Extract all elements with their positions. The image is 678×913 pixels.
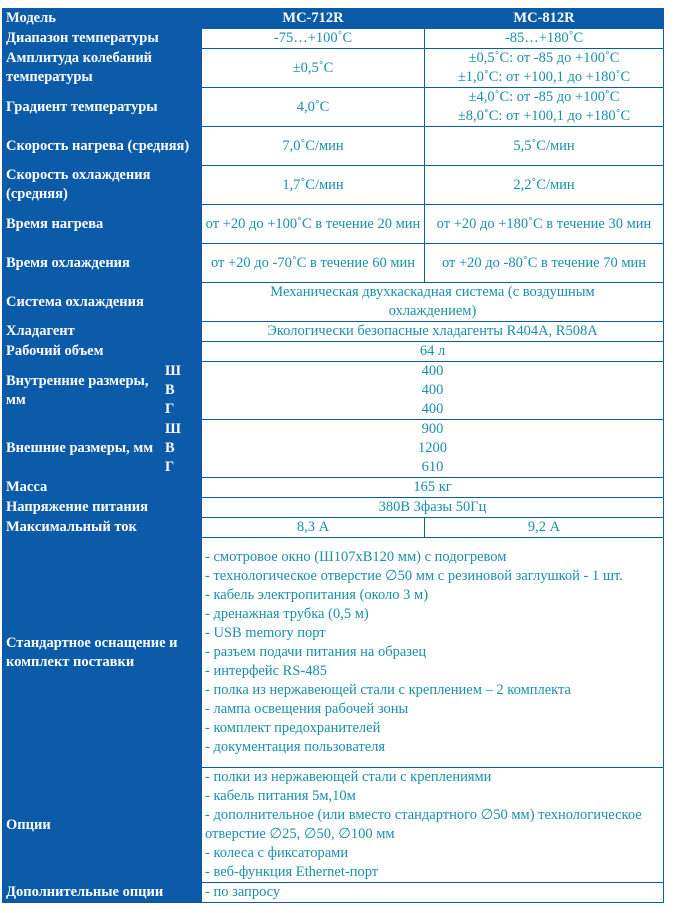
standard-list	[202, 538, 664, 768]
standard-item: - USB memory порт	[205, 625, 326, 641]
amplitude-label: Амплитуда колебаний температуры	[3, 49, 202, 88]
gradient-812-line: ±8,0˚С: от +100,1 до +180˚С	[457, 108, 631, 124]
temp-range-712: -75…+100˚С	[202, 29, 425, 49]
external-dims-axes	[163, 420, 202, 478]
amplitude-row	[3, 49, 664, 88]
cool-speed-label: Скорость охлаждения (средняя)	[3, 166, 202, 205]
internal-dims-value: 400	[421, 382, 444, 398]
heat-speed-row	[3, 127, 664, 166]
internal-dims-values	[202, 362, 664, 420]
temp-range-label: Диапазон температуры	[3, 29, 202, 49]
internal-dims-row	[3, 362, 664, 420]
volume-label: Рабочий объем	[3, 342, 202, 362]
temp-range-812: -85…+180˚С	[425, 29, 664, 49]
amplitude-812-line: ±0,5˚С: от -85 до +100˚С	[468, 50, 620, 66]
volume-value: 64 л	[202, 342, 664, 362]
heat-time-812: от +20 до +180˚С в течение 30 мин	[425, 205, 664, 244]
external-dims-axis: Г	[165, 459, 175, 475]
external-dims-label: Внешние размеры, мм	[3, 420, 163, 478]
cooling-system-row	[3, 283, 664, 322]
model-812r-header: МС-812R	[425, 9, 664, 29]
max-current-712: 8,3 А	[202, 518, 425, 538]
amplitude-812-line: ±1,0˚С: от +100,1 до +180˚С	[457, 69, 631, 85]
cool-speed-712: 1,7˚С/мин	[202, 166, 425, 205]
standard-item: - технологическое отверстие ∅50 мм с резиновой заглушкой - 1 шт.	[205, 568, 623, 584]
spec-table	[2, 8, 664, 903]
model-label: Модель	[3, 9, 202, 29]
cool-time-812: от +20 до -80˚С в течение 70 мин	[425, 244, 664, 283]
external-dims-axis: В	[165, 440, 175, 456]
extra-options-row	[3, 883, 664, 903]
internal-dims-axis: Ш	[165, 363, 181, 379]
heat-speed-812: 5,5˚С/мин	[425, 127, 664, 166]
cool-time-712: от +20 до -70˚С в течение 60 мин	[202, 244, 425, 283]
refrigerant-row	[3, 322, 664, 342]
standard-item: - смотровое окно (Ш107хВ120 мм) с подогревом	[205, 549, 507, 565]
refrigerant-value: Экологически безопасные хладагенты R404A, R508A	[202, 322, 664, 342]
voltage-row	[3, 498, 664, 518]
external-dims-value: 1200	[418, 440, 447, 456]
temp-range-row	[3, 29, 664, 49]
gradient-812	[425, 88, 664, 127]
cooling-system-label: Система охлаждения	[3, 283, 202, 322]
standard-row	[3, 538, 664, 768]
options-item: - веб-функция Ethernet-порт	[205, 864, 379, 880]
heat-time-row	[3, 205, 664, 244]
gradient-row	[3, 88, 664, 127]
cool-time-label: Время охлаждения	[3, 244, 202, 283]
cool-speed-812: 2,2˚С/мин	[425, 166, 664, 205]
standard-item: - полка из нержавеющей стали с креплением – 2 комплекта	[205, 682, 571, 698]
mass-row	[3, 478, 664, 498]
options-label: Опции	[3, 768, 202, 883]
amplitude-812	[425, 49, 664, 88]
header-row	[3, 9, 664, 29]
volume-row	[3, 342, 664, 362]
external-dims-value: 610	[421, 459, 444, 475]
standard-item: - интерфейс RS-485	[205, 663, 327, 679]
standard-item: - комплект предохранителей	[205, 720, 381, 736]
options-row	[3, 768, 664, 883]
standard-item: - дренажная трубка (0,5 м)	[205, 606, 369, 622]
model-712r-header: МС-712R	[202, 9, 425, 29]
internal-dims-label: Внутренние размеры, мм	[3, 362, 163, 420]
standard-item: - документация пользователя	[205, 739, 386, 755]
internal-dims-axes	[163, 362, 202, 420]
internal-dims-axis: В	[165, 382, 175, 398]
options-item: - дополнительное (или вместо стандартного ∅50 мм) технологическое отверстие ∅25, ∅50, ∅100 мм	[205, 807, 642, 842]
standard-label: Стандартное оснащение и комплект поставки	[3, 538, 202, 768]
internal-dims-axis: Г	[165, 401, 175, 417]
gradient-712: 4,0˚С	[202, 88, 425, 127]
external-dims-row	[3, 420, 664, 478]
heat-time-label: Время нагрева	[3, 205, 202, 244]
external-dims-values	[202, 420, 664, 478]
standard-item: - кабель электропитания (около 3 м)	[205, 587, 429, 603]
heat-speed-label: Скорость нагрева (средняя)	[3, 127, 202, 166]
mass-label: Масса	[3, 478, 202, 498]
standard-item: - лампа освещения рабочей зоны	[205, 701, 409, 717]
cool-speed-row	[3, 166, 664, 205]
internal-dims-value: 400	[421, 363, 444, 379]
options-item: - полки из нержавеющей стали с креплениями	[205, 769, 492, 785]
refrigerant-label: Хладагент	[3, 322, 202, 342]
internal-dims-value: 400	[421, 401, 444, 417]
options-list	[202, 768, 664, 883]
extra-options-value: - по запросу	[202, 883, 664, 903]
gradient-812-line: ±4,0˚С: от -85 до +100˚С	[468, 89, 620, 105]
max-current-label: Максимальный ток	[3, 518, 202, 538]
max-current-row	[3, 518, 664, 538]
external-dims-axis: Ш	[165, 421, 181, 437]
heat-time-712: от +20 до +100˚С в течение 20 мин	[202, 205, 425, 244]
mass-value: 165 кг	[202, 478, 664, 498]
max-current-812: 9,2 А	[425, 518, 664, 538]
voltage-value: 380В 3фазы 50Гц	[202, 498, 664, 518]
extra-options-label: Дополнительные опции	[3, 883, 202, 903]
options-item: - колеса с фиксаторами	[205, 845, 349, 861]
voltage-label: Напряжение питания	[3, 498, 202, 518]
cooling-system-value: Механическая двухкаскадная система (с воздушным охлаждением)	[202, 283, 664, 322]
cool-time-row	[3, 244, 664, 283]
heat-speed-712: 7,0˚С/мин	[202, 127, 425, 166]
amplitude-712: ±0,5˚С	[202, 49, 425, 88]
external-dims-value: 900	[421, 421, 444, 437]
gradient-label: Градиент температуры	[3, 88, 202, 127]
standard-item: - разъем подачи питания на образец	[205, 644, 427, 660]
options-item: - кабель питания 5м,10м	[205, 788, 356, 804]
